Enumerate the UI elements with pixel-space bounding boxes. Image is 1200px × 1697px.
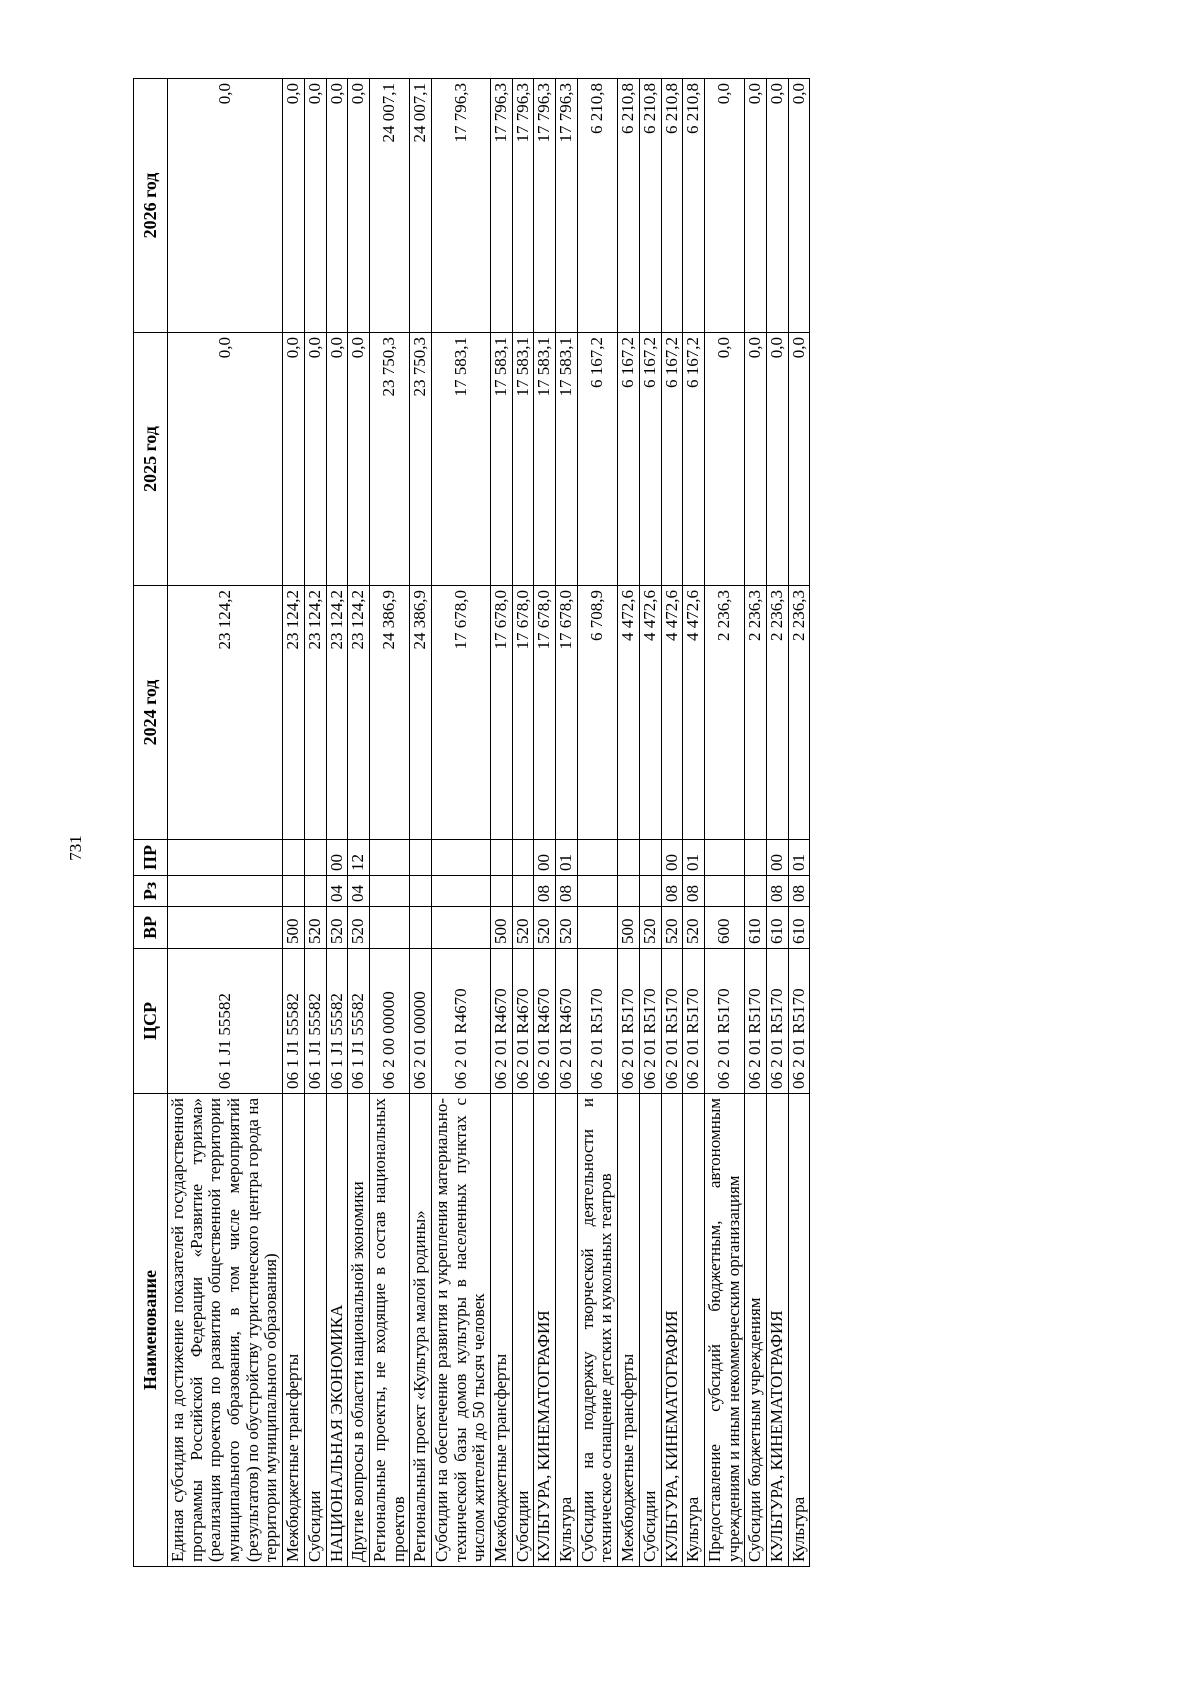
header-rz: Рз <box>134 876 168 907</box>
cell-2024: 23 124,2 <box>168 586 283 840</box>
cell-rz: 04 <box>326 876 348 907</box>
cell-rz: 04 <box>348 876 370 907</box>
cell-2026: 0,0 <box>766 79 788 333</box>
cell-2024: 23 124,2 <box>283 586 305 840</box>
cell-2025: 0,0 <box>168 333 283 586</box>
page-number: 731 <box>66 835 85 861</box>
cell-csr: 06 2 01 R4670 <box>534 949 556 1094</box>
cell-name: Субсидии на обеспечение развития и укрепления материально-технической базы домов культуры в населенных пунктах с числом жителей до 50 тысяч человек <box>431 1094 490 1567</box>
cell-2025: 0,0 <box>304 333 326 586</box>
cell-2026: 0,0 <box>704 79 744 333</box>
cell-2024: 23 124,2 <box>304 586 326 840</box>
cell-csr: 06 1 J1 55582 <box>326 949 348 1094</box>
cell-pr <box>577 840 617 876</box>
cell-2026: 24 007,1 <box>410 79 432 333</box>
cell-2024: 4 472,6 <box>618 586 640 840</box>
cell-name: Региональный проект «Культура малой родины» <box>410 1094 432 1567</box>
cell-rz <box>639 876 661 907</box>
cell-vr <box>410 907 432 949</box>
cell-name: Субсидии <box>304 1094 326 1567</box>
cell-2026: 0,0 <box>348 79 370 333</box>
cell-pr <box>704 840 744 876</box>
cell-2024: 17 678,0 <box>512 586 534 840</box>
table-row <box>534 79 556 1567</box>
cell-pr <box>639 840 661 876</box>
cell-2024: 2 236,3 <box>745 586 767 840</box>
cell-pr: 00 <box>534 840 556 876</box>
cell-vr: 520 <box>683 907 705 949</box>
table-row <box>410 79 432 1567</box>
cell-vr: 610 <box>745 907 767 949</box>
cell-csr: 06 2 01 R4670 <box>431 949 490 1094</box>
cell-rz <box>704 876 744 907</box>
table-row <box>556 79 578 1567</box>
cell-2026: 6 210,8 <box>683 79 705 333</box>
cell-2025: 17 583,1 <box>491 333 513 586</box>
cell-vr <box>168 907 283 949</box>
cell-2026: 6 210,8 <box>661 79 683 333</box>
cell-2025: 0,0 <box>348 333 370 586</box>
cell-2024: 17 678,0 <box>534 586 556 840</box>
cell-pr <box>618 840 640 876</box>
cell-name: Субсидии на поддержку творческой деятельности и техническое оснащение детских и кукольных театров <box>577 1094 617 1567</box>
cell-csr: 06 2 00 00000 <box>369 949 409 1094</box>
cell-rz <box>410 876 432 907</box>
header-2026: 2026 год <box>134 79 168 333</box>
table-row <box>168 79 283 1567</box>
cell-rz <box>283 876 305 907</box>
cell-2025: 17 583,1 <box>431 333 490 586</box>
cell-name: Другие вопросы в области национальной экономики <box>348 1094 370 1567</box>
cell-2025: 0,0 <box>326 333 348 586</box>
cell-csr: 06 2 01 00000 <box>410 949 432 1094</box>
cell-rz: 08 <box>556 876 578 907</box>
cell-vr: 500 <box>283 907 305 949</box>
cell-pr <box>745 840 767 876</box>
cell-pr <box>491 840 513 876</box>
cell-pr: 12 <box>348 840 370 876</box>
cell-2025: 6 167,2 <box>683 333 705 586</box>
cell-2025: 6 167,2 <box>577 333 617 586</box>
cell-2026: 6 210,8 <box>618 79 640 333</box>
table-row <box>745 79 767 1567</box>
cell-2024: 23 124,2 <box>348 586 370 840</box>
cell-vr: 520 <box>639 907 661 949</box>
cell-2026: 0,0 <box>168 79 283 333</box>
cell-csr: 06 2 01 R5170 <box>639 949 661 1094</box>
cell-rz <box>618 876 640 907</box>
cell-csr: 06 2 01 R4670 <box>556 949 578 1094</box>
cell-2026: 6 210,8 <box>639 79 661 333</box>
cell-csr: 06 2 01 R5170 <box>577 949 617 1094</box>
cell-csr: 06 2 01 R5170 <box>661 949 683 1094</box>
cell-csr: 06 2 01 R5170 <box>618 949 640 1094</box>
cell-2026: 17 796,3 <box>556 79 578 333</box>
cell-vr: 610 <box>766 907 788 949</box>
cell-pr: 01 <box>683 840 705 876</box>
cell-name: Культура <box>683 1094 705 1567</box>
cell-pr: 00 <box>326 840 348 876</box>
cell-2025: 17 583,1 <box>556 333 578 586</box>
cell-name: Единая субсидия на достижение показателей государственной программы Российской Федерации «Развитие туризма» (реализация проектов по развитию общественной территории муниципального образования, в том числе мероприятий (результатов) по обустройству туристического центра города на территории муниципального образования) <box>168 1094 283 1567</box>
cell-2025: 0,0 <box>283 333 305 586</box>
cell-name: Субсидии бюджетным учреждениям <box>745 1094 767 1567</box>
table-body <box>168 79 810 1567</box>
cell-rz <box>431 876 490 907</box>
table-row <box>639 79 661 1567</box>
cell-vr: 610 <box>788 907 810 949</box>
cell-2025: 23 750,3 <box>410 333 432 586</box>
cell-pr: 01 <box>556 840 578 876</box>
cell-name: Субсидии <box>512 1094 534 1567</box>
cell-rz <box>577 876 617 907</box>
table-row <box>348 79 370 1567</box>
cell-2025: 17 583,1 <box>512 333 534 586</box>
cell-name: Культура <box>788 1094 810 1567</box>
cell-pr <box>410 840 432 876</box>
cell-2025: 0,0 <box>766 333 788 586</box>
cell-2024: 6 708,9 <box>577 586 617 840</box>
cell-csr: 06 1 J1 55582 <box>283 949 305 1094</box>
table-row <box>512 79 534 1567</box>
cell-name: КУЛЬТУРА, КИНЕМАТОГРАФИЯ <box>534 1094 556 1567</box>
cell-pr <box>431 840 490 876</box>
cell-rz: 08 <box>683 876 705 907</box>
table-row <box>661 79 683 1567</box>
cell-2024: 2 236,3 <box>788 586 810 840</box>
cell-csr: 06 1 J1 55582 <box>304 949 326 1094</box>
cell-pr <box>304 840 326 876</box>
cell-csr: 06 2 01 R5170 <box>788 949 810 1094</box>
cell-2024: 24 386,9 <box>410 586 432 840</box>
cell-csr: 06 2 01 R4670 <box>512 949 534 1094</box>
cell-pr <box>512 840 534 876</box>
cell-vr: 520 <box>304 907 326 949</box>
cell-2025: 17 583,1 <box>534 333 556 586</box>
cell-2026: 17 796,3 <box>431 79 490 333</box>
cell-csr: 06 1 J1 55582 <box>348 949 370 1094</box>
budget-table <box>133 78 810 1567</box>
cell-rz: 08 <box>766 876 788 907</box>
cell-2025: 6 167,2 <box>639 333 661 586</box>
cell-2026: 17 796,3 <box>512 79 534 333</box>
cell-csr: 06 2 01 R4670 <box>491 949 513 1094</box>
cell-rz <box>512 876 534 907</box>
cell-2024: 4 472,6 <box>683 586 705 840</box>
table-row <box>683 79 705 1567</box>
cell-name: КУЛЬТУРА, КИНЕМАТОГРАФИЯ <box>766 1094 788 1567</box>
cell-name: Культура <box>556 1094 578 1567</box>
cell-name: Межбюджетные трансферты <box>283 1094 305 1567</box>
cell-pr: 00 <box>766 840 788 876</box>
cell-vr: 600 <box>704 907 744 949</box>
cell-vr <box>577 907 617 949</box>
cell-2024: 4 472,6 <box>661 586 683 840</box>
cell-2026: 24 007,1 <box>369 79 409 333</box>
cell-2026: 0,0 <box>326 79 348 333</box>
cell-2024: 23 124,2 <box>326 586 348 840</box>
cell-2024: 4 472,6 <box>639 586 661 840</box>
table-row <box>491 79 513 1567</box>
table-row <box>431 79 490 1567</box>
table-row <box>788 79 810 1567</box>
cell-vr: 520 <box>326 907 348 949</box>
cell-vr: 500 <box>491 907 513 949</box>
table-row <box>326 79 348 1567</box>
cell-vr: 520 <box>661 907 683 949</box>
cell-2025: 0,0 <box>745 333 767 586</box>
cell-2025: 0,0 <box>704 333 744 586</box>
cell-csr: 06 2 01 R5170 <box>683 949 705 1094</box>
cell-name: Предоставление субсидий бюджетным, автономным учреждениям и иным некоммерческим организациям <box>704 1094 744 1567</box>
cell-vr: 520 <box>348 907 370 949</box>
rotated-table-container <box>133 79 1073 1567</box>
header-csr: ЦСР <box>134 949 168 1094</box>
cell-name: Межбюджетные трансферты <box>618 1094 640 1567</box>
cell-rz: 08 <box>661 876 683 907</box>
table-row <box>304 79 326 1567</box>
cell-2024: 2 236,3 <box>766 586 788 840</box>
table-row <box>369 79 409 1567</box>
cell-vr <box>431 907 490 949</box>
cell-2025: 23 750,3 <box>369 333 409 586</box>
cell-csr: 06 2 01 R5170 <box>766 949 788 1094</box>
cell-2024: 17 678,0 <box>491 586 513 840</box>
cell-name: КУЛЬТУРА, КИНЕМАТОГРАФИЯ <box>661 1094 683 1567</box>
cell-2026: 0,0 <box>304 79 326 333</box>
cell-2026: 0,0 <box>788 79 810 333</box>
cell-pr <box>369 840 409 876</box>
header-name: Наименование <box>134 1094 168 1567</box>
table-row <box>283 79 305 1567</box>
cell-pr: 01 <box>788 840 810 876</box>
cell-rz <box>745 876 767 907</box>
cell-rz: 08 <box>788 876 810 907</box>
cell-pr <box>283 840 305 876</box>
table-row <box>618 79 640 1567</box>
cell-vr: 520 <box>556 907 578 949</box>
cell-2024: 2 236,3 <box>704 586 744 840</box>
cell-name: Межбюджетные трансферты <box>491 1094 513 1567</box>
cell-rz <box>491 876 513 907</box>
cell-vr: 500 <box>618 907 640 949</box>
cell-vr: 520 <box>512 907 534 949</box>
cell-name: НАЦИОНАЛЬНАЯ ЭКОНОМИКА <box>326 1094 348 1567</box>
cell-vr <box>369 907 409 949</box>
cell-2025: 6 167,2 <box>661 333 683 586</box>
header-vr: ВР <box>134 907 168 949</box>
cell-rz <box>369 876 409 907</box>
table-header-row <box>134 79 168 1567</box>
cell-name: Региональные проекты, не входящие в состав национальных проектов <box>369 1094 409 1567</box>
cell-2026: 0,0 <box>283 79 305 333</box>
cell-pr <box>168 840 283 876</box>
cell-csr: 06 2 01 R5170 <box>704 949 744 1094</box>
cell-2024: 17 678,0 <box>431 586 490 840</box>
table-row <box>577 79 617 1567</box>
cell-2026: 17 796,3 <box>491 79 513 333</box>
cell-rz <box>168 876 283 907</box>
header-2025: 2025 год <box>134 333 168 586</box>
cell-pr: 00 <box>661 840 683 876</box>
cell-2025: 6 167,2 <box>618 333 640 586</box>
header-2024: 2024 год <box>134 586 168 840</box>
cell-2026: 0,0 <box>745 79 767 333</box>
table-row <box>766 79 788 1567</box>
cell-csr: 06 1 J1 55582 <box>168 949 283 1094</box>
table-row <box>704 79 744 1567</box>
cell-rz <box>304 876 326 907</box>
cell-name: Субсидии <box>639 1094 661 1567</box>
cell-2026: 17 796,3 <box>534 79 556 333</box>
cell-vr: 520 <box>534 907 556 949</box>
cell-csr: 06 2 01 R5170 <box>745 949 767 1094</box>
cell-2024: 17 678,0 <box>556 586 578 840</box>
cell-2024: 24 386,9 <box>369 586 409 840</box>
cell-rz: 08 <box>534 876 556 907</box>
cell-2026: 6 210,8 <box>577 79 617 333</box>
cell-2025: 0,0 <box>788 333 810 586</box>
header-pr: ПР <box>134 840 168 876</box>
